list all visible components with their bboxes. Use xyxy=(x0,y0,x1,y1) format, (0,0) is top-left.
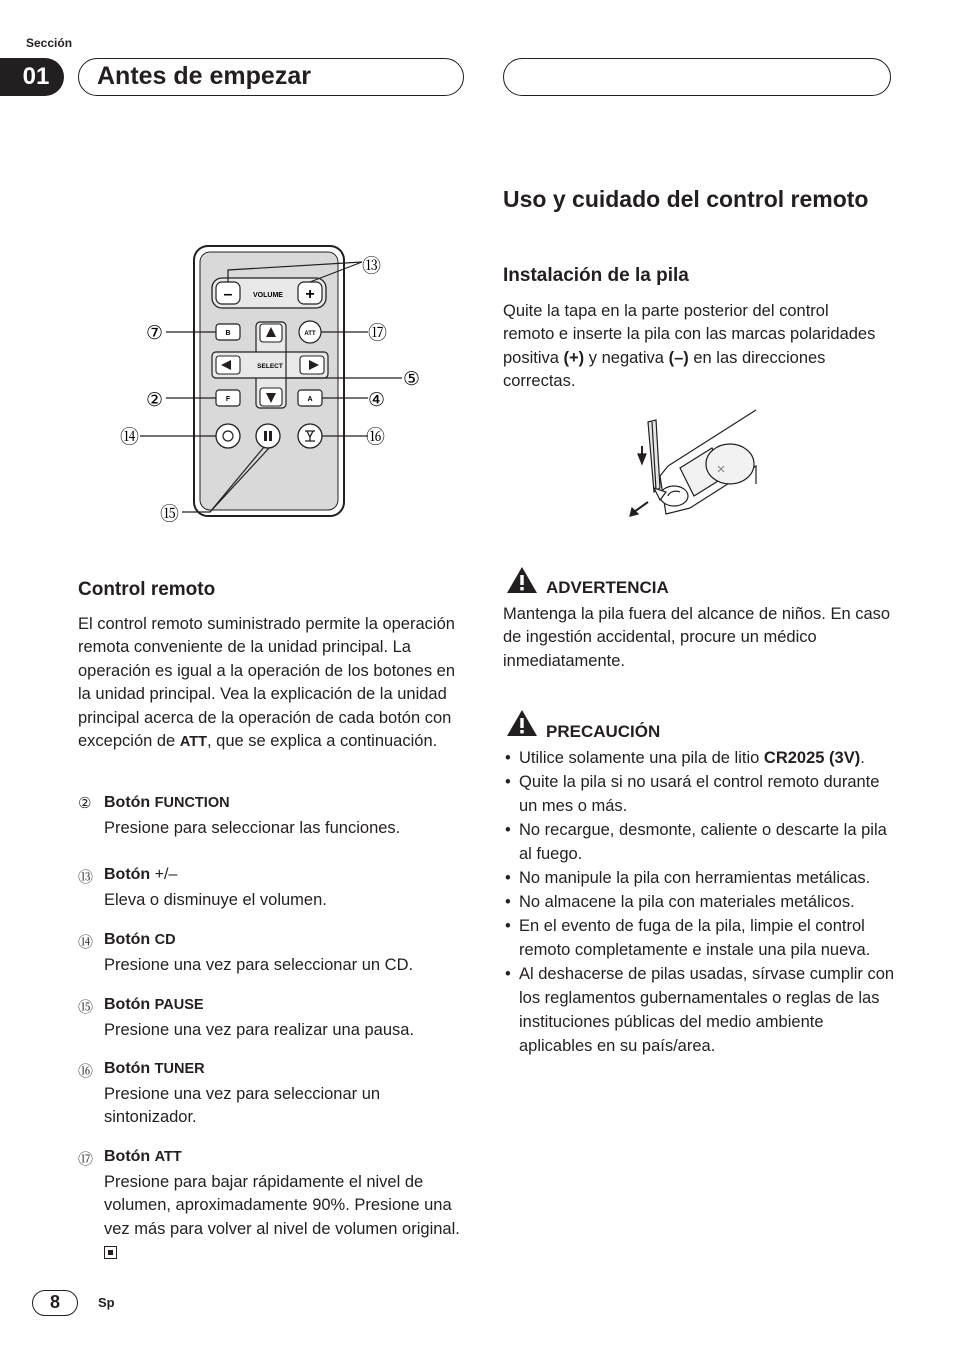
item-number: ⑬ xyxy=(78,869,94,886)
caution-item: • Al deshacerse de pilas usadas, sírvase cumplir con los reglamentos gubernamentales o reglas de las instituciones públicas del medio ambiente aplicables en su país/area. xyxy=(503,962,895,1058)
callout-5: ⑤ xyxy=(403,369,421,390)
svg-text:–: – xyxy=(223,286,233,303)
item-desc: Presione para bajar rápidamente el nivel de volumen, aproximadamente 90%. Presione una vez más para volver al nivel de volumen original. xyxy=(104,1171,464,1265)
item-desc: Presione para seleccionar las funciones. xyxy=(104,819,401,837)
control-remoto-heading: Control remoto xyxy=(78,579,216,600)
intro-tail: , que se explica a continuación. xyxy=(206,732,438,751)
cd-button xyxy=(216,424,240,448)
end-mark-icon xyxy=(104,1246,117,1259)
page-title: Antes de empezar xyxy=(78,58,464,96)
warning-triangle-icon xyxy=(505,565,539,595)
callout-13: ⑬ xyxy=(362,256,382,277)
caution-item: • Quite la pila si no usará el control remoto durante un mes o más. xyxy=(503,770,895,818)
caution-item: • No recargue, desmonte, caliente o descarte la pila al fuego. xyxy=(503,818,895,866)
item-number: ⑭ xyxy=(78,934,94,951)
callout-7: ⑦ xyxy=(146,323,164,344)
att-label: ATT xyxy=(304,331,316,337)
a-label: A xyxy=(307,396,313,403)
f-label: F xyxy=(225,396,231,403)
item-number: ⑮ xyxy=(78,999,94,1016)
warning-text: Mantenga la pila fuera del alcance de niños. En caso de ingestión accidental, procure un médico inmediatamente. xyxy=(503,605,891,670)
caution-item: • No almacene la pila con materiales metálicos. xyxy=(503,890,895,914)
section-label: Sección xyxy=(26,36,73,50)
item-desc: Eleva o disminuye el volumen. xyxy=(104,891,327,909)
intro-text: El control remoto suministrado permite la operación remota conveniente de la unidad principal. La operación es igual a la operación de los botones en la unidad principal. Vea la explicación de la unidad principal acerca de la operación de cada botón con excepción de xyxy=(78,615,456,751)
caution-item: • En el evento de fuga de la pila, limpie el control remoto completamente e instale una pila nueva. xyxy=(503,914,895,962)
select-label: SELECT xyxy=(257,363,283,370)
uso-cuidado-heading: Uso y cuidado del control remoto xyxy=(503,186,869,212)
item-number: ② xyxy=(78,795,92,812)
intro-bold: ATT xyxy=(179,734,207,751)
volume-label: VOLUME xyxy=(253,292,283,299)
callout-16: ⑯ xyxy=(366,427,386,448)
callout-14: ⑭ xyxy=(120,427,140,448)
caution-triangle-icon xyxy=(505,708,539,738)
item-number: ⑯ xyxy=(78,1063,94,1080)
caution-item: • Utilice solamente una pila de litio CR2025 (3V). xyxy=(503,746,895,770)
item-title: Botón +/– xyxy=(104,866,178,883)
control-remoto-intro xyxy=(78,613,470,754)
caution-title: PRECAUCIÓN xyxy=(546,722,661,741)
item-title: Botón FUNCTION xyxy=(104,794,230,811)
item-title: Botón CD xyxy=(104,931,176,948)
callout-2: ② xyxy=(146,390,164,411)
item-title: Botón TUNER xyxy=(104,1060,205,1077)
battery-installation-figure xyxy=(620,404,765,534)
warning-title: ADVERTENCIA xyxy=(546,578,669,597)
page-language: Sp xyxy=(98,1295,115,1310)
pause-button xyxy=(256,424,280,448)
svg-text:+: + xyxy=(305,286,315,303)
callout-15: ⑮ xyxy=(160,504,180,525)
remote-control-figure xyxy=(110,240,421,530)
item-number: ⑰ xyxy=(78,1151,94,1168)
callout-4: ④ xyxy=(368,390,386,411)
header-empty-box xyxy=(503,58,891,96)
item-desc: Presione una vez para seleccionar un CD. xyxy=(104,956,414,974)
section-number: 01 xyxy=(0,58,64,96)
instalacion-heading: Instalación de la pila xyxy=(503,265,689,286)
item-title: Botón PAUSE xyxy=(104,996,204,1013)
b-label: B xyxy=(225,330,231,337)
page-number: 8 xyxy=(32,1290,78,1316)
caution-item: • No manipule la pila con herramientas metálicas. xyxy=(503,866,895,890)
caution-list xyxy=(503,746,895,1058)
instalacion-text: Quite la tapa en la parte posterior del control remoto e inserte la pila con las marcas polaridades positiva (+) y negativa (–) en las direcciones correctas. xyxy=(503,302,876,391)
item-desc: Presione una vez para realizar una pausa. xyxy=(104,1021,415,1039)
item-title: Botón ATT xyxy=(104,1148,182,1165)
item-desc: Presione una vez para seleccionar un sintonizador. xyxy=(104,1085,381,1127)
callout-17: ⑰ xyxy=(368,323,388,344)
